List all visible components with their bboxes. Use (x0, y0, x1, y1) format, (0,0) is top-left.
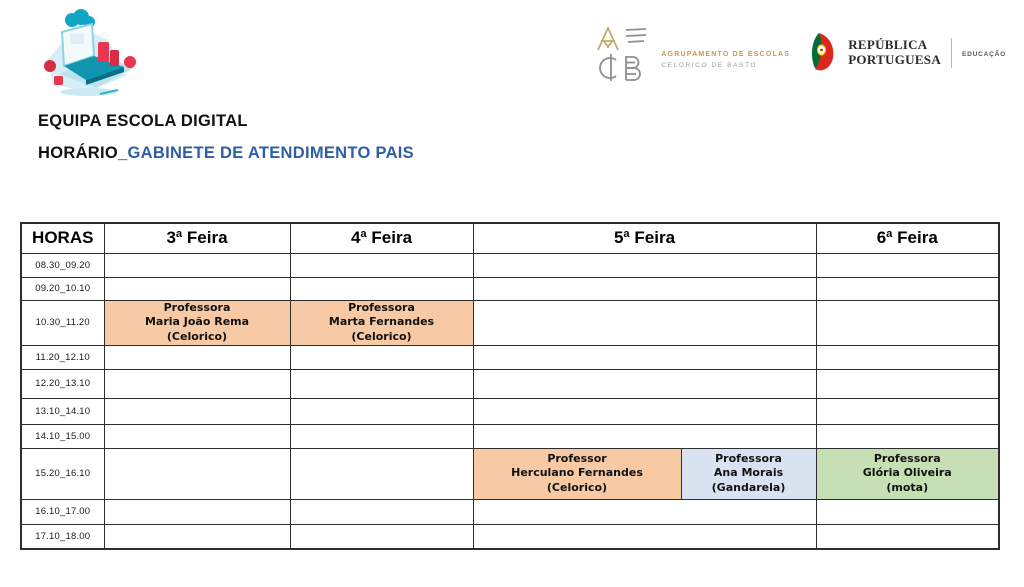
cell-fri (816, 424, 999, 448)
table-row (21, 499, 999, 524)
table-row (21, 424, 999, 448)
entry-name: Maria João Rema (144, 315, 250, 329)
time-slot: 12.20_13.10 (21, 369, 104, 398)
time-slot: 17.10_18.00 (21, 524, 104, 549)
schedule-table-wrap (20, 222, 1000, 550)
entry-maria-joao-rema (104, 300, 290, 345)
col-header-friday: 6ª Feira (816, 223, 999, 253)
time-slot: 10.30_11.20 (21, 300, 104, 345)
ministry-label: EDUCAÇÃO (962, 50, 1006, 58)
table-row (21, 277, 999, 300)
cell-thu (473, 345, 816, 369)
time-slot: 13.10_14.10 (21, 398, 104, 424)
cell-thu (473, 499, 816, 524)
entry-name: Marta Fernandes (328, 315, 435, 329)
time-slot: 15.20_16.10 (21, 448, 104, 499)
entry-ana-morais (681, 448, 816, 499)
cell-fri (816, 253, 999, 277)
col-header-wednesday: 4ª Feira (290, 223, 473, 253)
cell-wed (290, 398, 473, 424)
time-slot: 16.10_17.00 (21, 499, 104, 524)
entry-herculano-fernandes (473, 448, 681, 499)
titles-block (38, 112, 414, 163)
cell-fri (816, 277, 999, 300)
schedule-title-prefix: HORÁRIO_ (38, 144, 128, 162)
entry-gloria-oliveira (816, 448, 999, 499)
cell-thu (473, 424, 816, 448)
schedule-title-highlight: GABINETE DE ATENDIMENTO PAIS (127, 144, 414, 162)
table-row (21, 524, 999, 549)
cell-thu (473, 369, 816, 398)
entry-location: (Celorico) (351, 329, 412, 343)
cell-thu (473, 253, 816, 277)
cell-wed (290, 345, 473, 369)
time-slot: 08.30_09.20 (21, 253, 104, 277)
logo-divider (951, 38, 952, 68)
aecb-name-line1: AGRUPAMENTO DE ESCOLAS (661, 51, 791, 58)
entry-name: Herculano Fernandes (511, 466, 643, 480)
cell-fri (816, 369, 999, 398)
time-slot: 14.10_15.00 (21, 424, 104, 448)
header-logos (595, 24, 1006, 82)
cell-wed (290, 277, 473, 300)
cell-tue (104, 499, 290, 524)
entry-role: Professora (163, 301, 231, 315)
col-header-tuesday: 3ª Feira (104, 223, 290, 253)
entry-name: Ana Morais (713, 466, 784, 480)
republica-portuguesa-logo (808, 32, 1006, 74)
table-row (21, 253, 999, 277)
entry-role: Professor (547, 452, 607, 466)
cell-tue (104, 424, 290, 448)
cell-tue (104, 524, 290, 549)
cell-thu (473, 300, 816, 345)
aecb-name (661, 37, 790, 69)
aecb-monogram-icon (595, 24, 649, 82)
table-row (21, 345, 999, 369)
laptop-illustration-icon (26, 4, 152, 104)
entry-role: Professora (715, 452, 782, 466)
cell-tue (104, 345, 290, 369)
cell-wed (290, 524, 473, 549)
republica-name (848, 38, 941, 68)
cell-wed (290, 253, 473, 277)
cell-fri (816, 524, 999, 549)
table-row (21, 448, 999, 499)
portugal-flag-icon (808, 32, 838, 74)
cell-wed (290, 499, 473, 524)
cell-thu (473, 524, 816, 549)
col-header-horas: HORAS (21, 223, 104, 253)
cell-fri (816, 345, 999, 369)
republica-name-line1: REPÚBLICA (848, 37, 928, 53)
cell-thu (473, 398, 816, 424)
entry-marta-fernandes (290, 300, 473, 345)
entry-location: (Gandarela) (711, 480, 786, 494)
schedule-table (20, 222, 1000, 550)
cell-tue (104, 448, 290, 499)
cell-tue (104, 277, 290, 300)
cell-wed (290, 369, 473, 398)
cell-tue (104, 398, 290, 424)
table-row (21, 300, 999, 345)
cell-fri (816, 398, 999, 424)
schedule-title (38, 144, 414, 163)
aecb-name-line2: CELORICO DE BASTO (661, 62, 758, 69)
table-row (21, 369, 999, 398)
cell-thu (473, 277, 816, 300)
header-row (21, 223, 999, 253)
aecb-logo (595, 24, 790, 82)
entry-role: Professora (873, 452, 941, 466)
entry-location: (mota) (886, 480, 929, 494)
cell-tue (104, 369, 290, 398)
entry-name: Glória Oliveira (862, 466, 952, 480)
time-slot: 11.20_12.10 (21, 345, 104, 369)
cell-fri (816, 499, 999, 524)
entry-location: (Celorico) (166, 329, 228, 343)
table-row (21, 398, 999, 424)
entry-location: (Celorico) (546, 480, 608, 494)
cell-fri (816, 300, 999, 345)
entry-role: Professora (348, 301, 415, 315)
cell-wed (290, 424, 473, 448)
cell-wed (290, 448, 473, 499)
time-slot: 09.20_10.10 (21, 277, 104, 300)
team-title: EQUIPA ESCOLA DIGITAL (38, 112, 248, 130)
republica-name-line2: PORTUGUESA (848, 52, 942, 67)
cell-tue (104, 253, 290, 277)
col-header-thursday: 5ª Feira (473, 223, 816, 253)
